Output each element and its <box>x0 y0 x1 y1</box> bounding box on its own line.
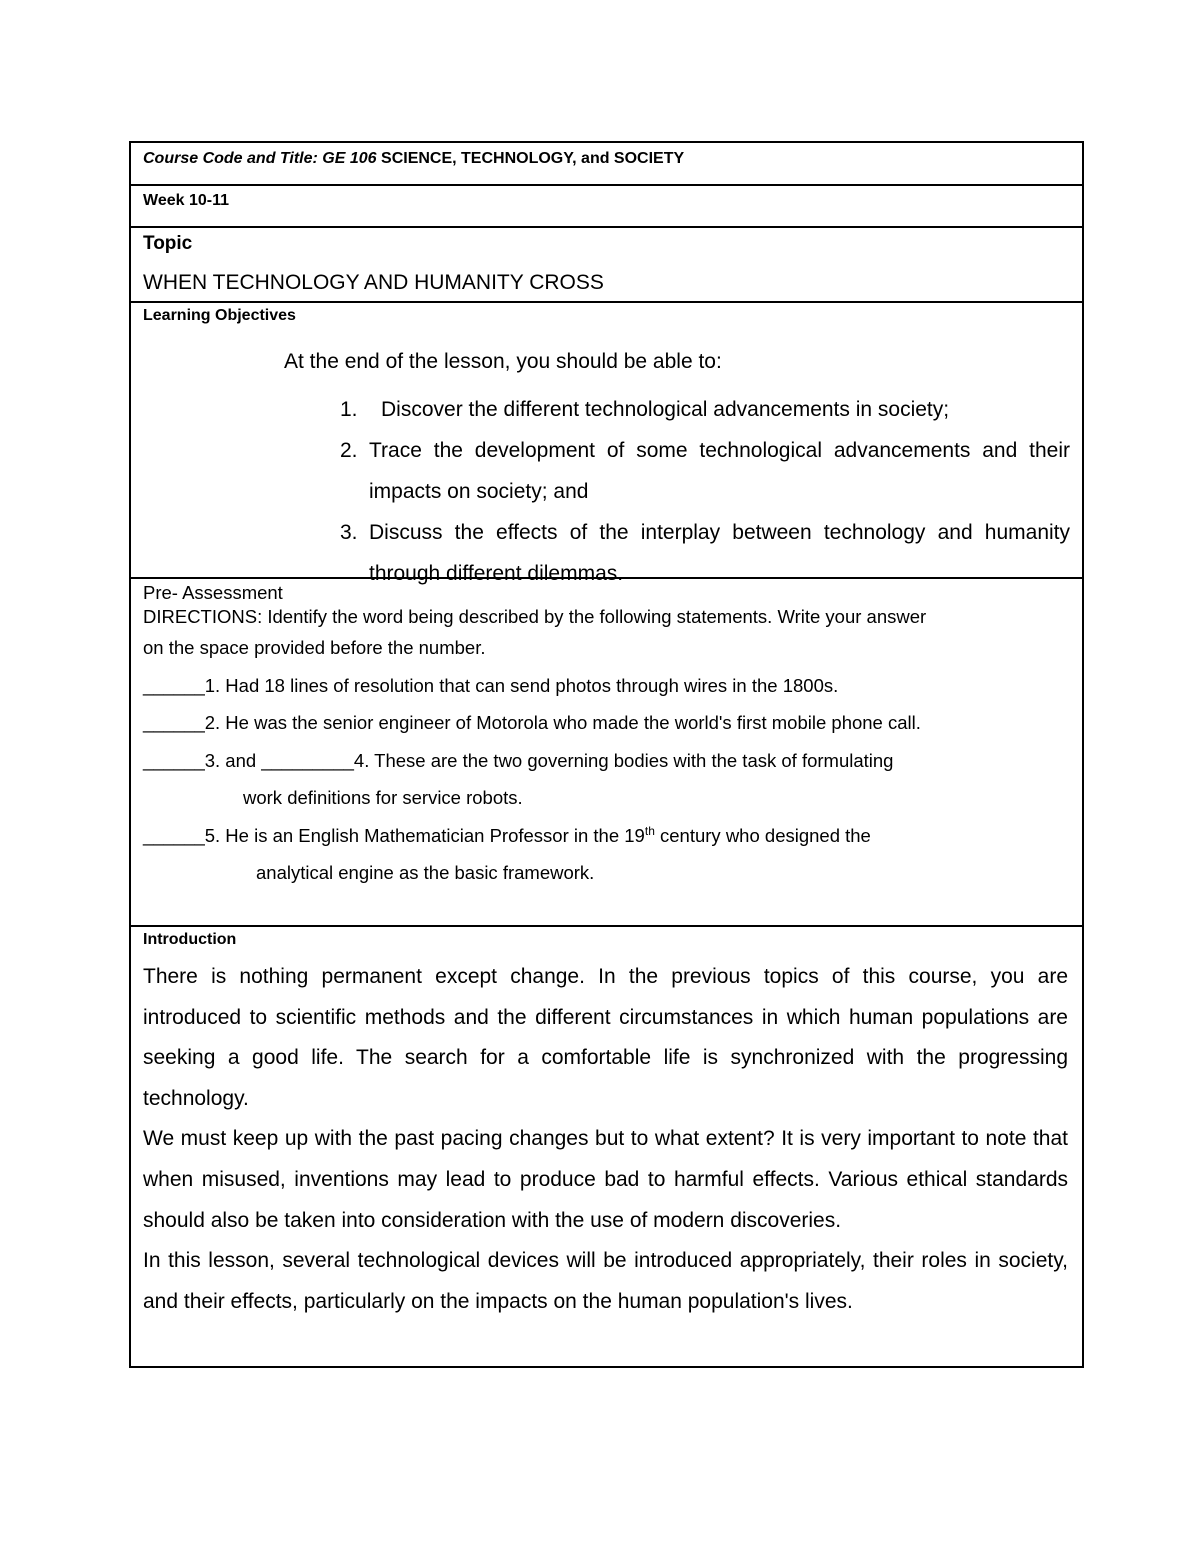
question-5-part-a: ______5. He is an English Mathematician Professor in the 19 <box>143 824 645 846</box>
objective-number: 3. <box>340 521 358 544</box>
course-title: SCIENCE, TECHNOLOGY, and SOCIETY <box>381 150 685 167</box>
objectives-intro: At the end of the lesson, you should be able to: <box>284 350 722 373</box>
pre-assessment-row <box>131 579 1082 927</box>
introduction-paragraph: We must keep up with the past pacing changes but to what extent? It is very important to note that when misused, inventions may lead to produce bad to harmful effects. Various ethical standards should also be taken into consideration with the use of modern discoveries. <box>143 1127 1068 1232</box>
question-1: ______1. Had 18 lines of resolution that can send photos through wires in the 1800s. <box>143 674 839 696</box>
pre-assessment-label: Pre- Assessment <box>143 582 283 603</box>
question-5-part-b: century who designed the <box>654 824 871 846</box>
directions-text-cont: on the space provided before the number. <box>143 637 486 658</box>
question-5 <box>143 817 1068 855</box>
course-heading <box>143 150 684 167</box>
introduction-paragraph: There is nothing permanent except change. In the previous topics of this course, you are introduced to scientific methods and the different circumstances in which human populations are seeking a good life. The search for a comfortable life is synchronized with the progressing technology. <box>143 965 1068 1110</box>
objective-text: Trace the development of some technological advancements and their impacts on society; and <box>369 439 1070 503</box>
objective-text: Discuss the effects of the interplay between technology and humanity through different dilemmas. <box>369 521 1070 585</box>
question-3-4: ______3. and _________4. These are the two governing bodies with the task of formulating <box>143 749 894 771</box>
course-label: Course Code and Title: <box>143 150 318 167</box>
question-3-4-cont: work definitions for service robots. <box>243 787 523 808</box>
learning-objectives-row <box>131 303 1082 585</box>
week-label: Week 10-11 <box>143 192 229 209</box>
introduction-paragraph: In this lesson, several technological devices will be introduced appropriately, their roles in society, and their effects, particularly on the impacts on the human population's lives. <box>143 1249 1068 1313</box>
superscript-th: th <box>644 823 655 838</box>
week-row <box>131 186 1082 228</box>
question-2: ______2. He was the senior engineer of Motorola who made the world's first mobile phone call. <box>143 712 921 733</box>
objective-text: Discover the different technological advancements in society; <box>381 398 950 421</box>
directions-text: DIRECTIONS: Identify the word being described by the following statements. Write your answer <box>143 606 927 627</box>
objective-item <box>340 389 1070 430</box>
course-code: GE 106 <box>322 150 377 167</box>
objective-item <box>340 430 1070 512</box>
learning-objectives-label: Learning Objectives <box>143 307 296 324</box>
introduction-body <box>143 957 1068 1322</box>
topic-title: WHEN TECHNOLOGY AND HUMANITY CROSS <box>143 271 604 294</box>
lesson-table <box>129 141 1084 1368</box>
question-5-cont: analytical engine as the basic framework. <box>256 862 595 883</box>
objective-number: 2. <box>340 439 358 462</box>
introduction-label: Introduction <box>143 931 237 948</box>
course-row <box>131 143 1082 186</box>
topic-row <box>131 228 1082 303</box>
topic-label: Topic <box>143 233 193 254</box>
objective-number: 1. <box>340 398 358 421</box>
introduction-row <box>131 927 1082 1366</box>
objectives-list <box>340 389 1070 594</box>
